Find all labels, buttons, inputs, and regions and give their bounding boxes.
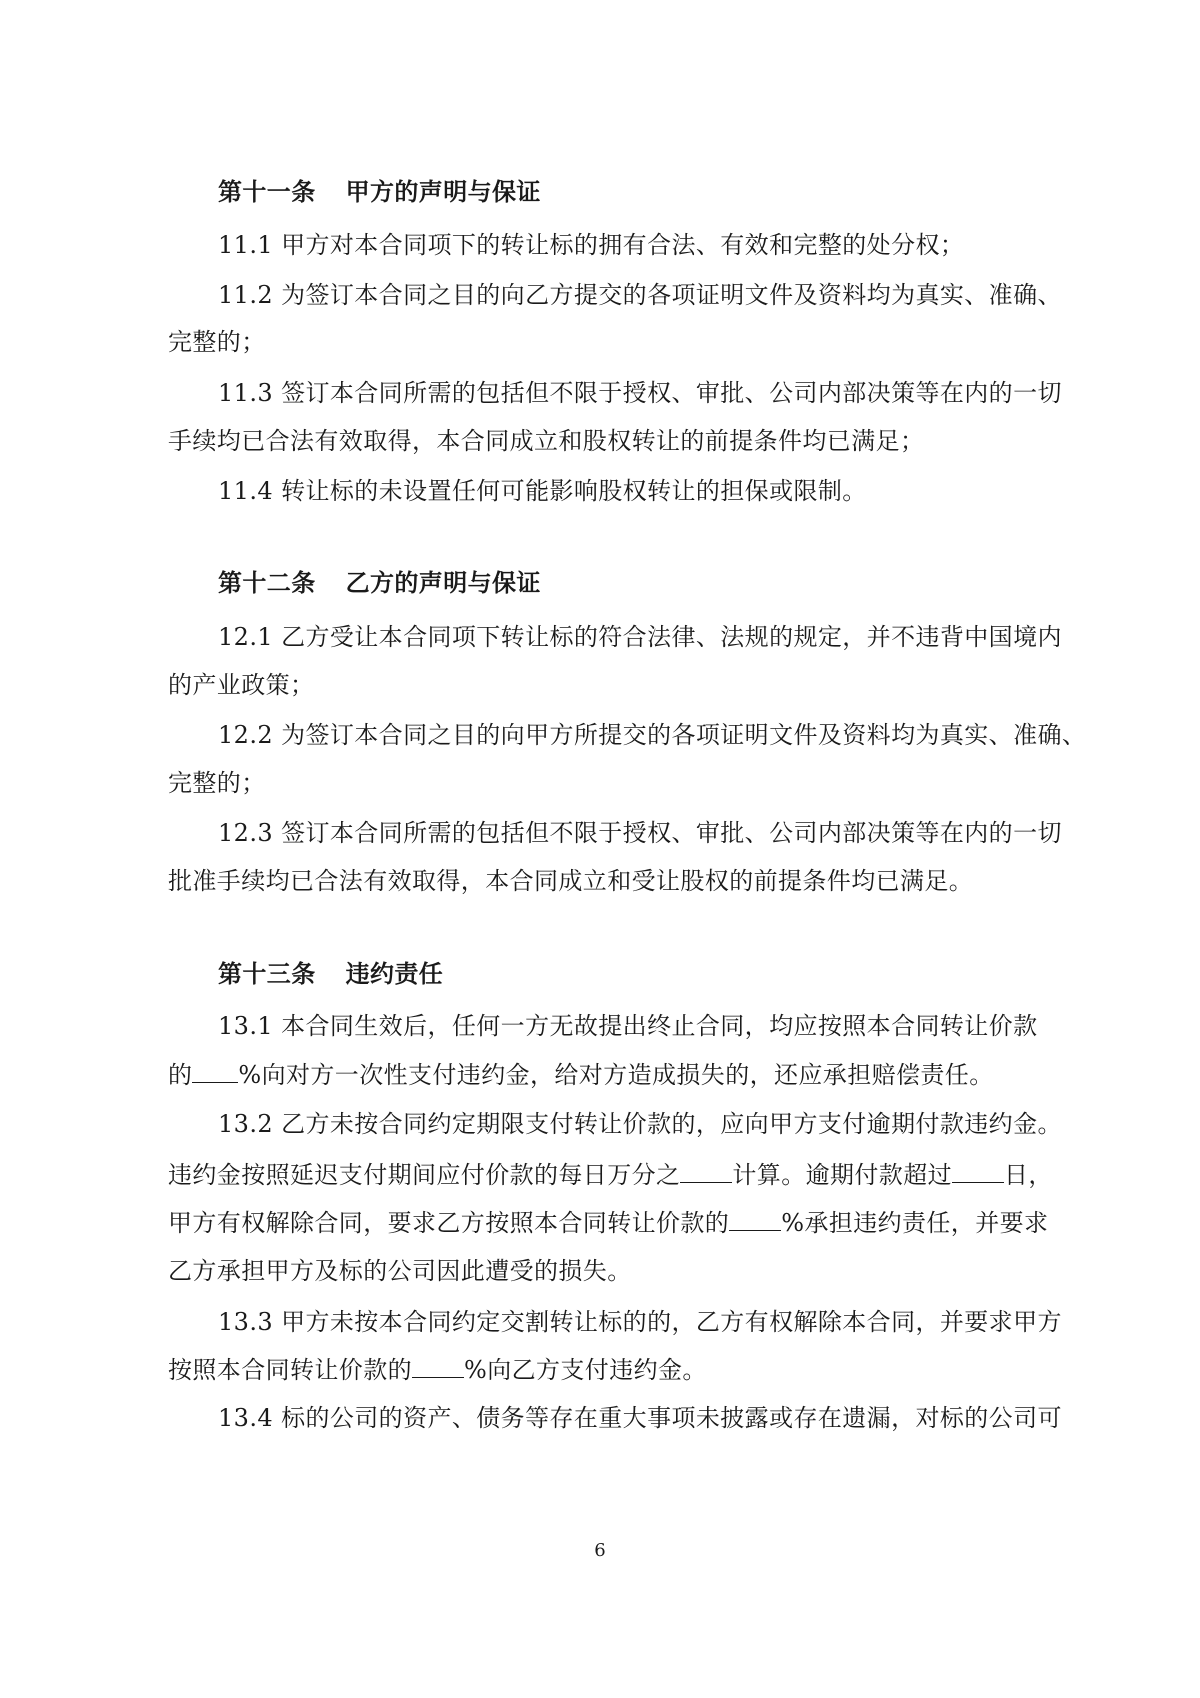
paragraph-line: 11.4 转让标的未设置任何可能影响股权转让的担保或限制。 xyxy=(218,477,867,505)
paragraph-line: 11.2 为签订本合同之目的向乙方提交的各项证明文件及资料均为真实、准确、 xyxy=(218,281,1062,309)
paragraph-line: 乙方承担甲方及标的公司因此遭受的损失。 xyxy=(168,1257,632,1285)
paragraph-line: 完整的； xyxy=(168,328,266,356)
fill-in-blank xyxy=(952,1158,1004,1183)
paragraph-line: 11.1 甲方对本合同项下的转让标的拥有合法、有效和完整的处分权； xyxy=(218,231,965,259)
paragraph-line: 12.2 为签订本合同之目的向甲方所提交的各项证明文件及资料均为真实、准确、 xyxy=(218,721,1087,749)
paragraph-line: 13.3 甲方未按本合同约定交割转让标的的，乙方有权解除本合同，并要求甲方 xyxy=(218,1308,1062,1336)
section-13-heading: 第十三条 违约责任 xyxy=(218,960,444,988)
paragraph-line: 11.3 签订本合同所需的包括但不限于授权、审批、公司内部决策等在内的一切 xyxy=(218,379,1062,407)
paragraph-line: 13.2 乙方未按合同约定期限支付转让价款的，应向甲方支付逾期付款违约金。 xyxy=(218,1110,1062,1138)
page-number: 6 xyxy=(594,1540,606,1561)
paragraph-line: 的产业政策； xyxy=(168,671,315,699)
section-11-heading: 第十一条 甲方的声明与保证 xyxy=(218,178,541,206)
fill-in-blank xyxy=(729,1206,781,1231)
paragraph-line: 违约金按照延迟支付期间应付价款的每日万分之 计算。逾期付款超过 日， xyxy=(168,1158,1053,1191)
fill-in-blank xyxy=(192,1058,238,1083)
paragraph-line: 12.1 乙方受让本合同项下转让标的符合法律、法规的规定，并不违背中国境内 xyxy=(218,623,1062,651)
paragraph-line: 手续均已合法有效取得，本合同成立和股权转让的前提条件均已满足； xyxy=(168,427,925,455)
paragraph-line: 完整的； xyxy=(168,769,266,797)
paragraph-line: 13.4 标的公司的资产、债务等存在重大事项未披露或存在遗漏，对标的公司可 xyxy=(218,1404,1062,1432)
paragraph-line: 13.1 本合同生效后，任何一方无故提出终止合同，均应按照本合同转让价款 xyxy=(218,1012,1038,1040)
fill-in-blank xyxy=(412,1353,464,1378)
paragraph-line: 12.3 签订本合同所需的包括但不限于授权、审批、公司内部决策等在内的一切 xyxy=(218,819,1062,847)
paragraph-line: 按照本合同转让价款的 %向乙方支付违约金。 xyxy=(168,1353,707,1386)
fill-in-blank xyxy=(680,1158,732,1183)
paragraph-line: 批准手续均已合法有效取得，本合同成立和受让股权的前提条件均已满足。 xyxy=(168,867,974,895)
section-12-heading: 第十二条 乙方的声明与保证 xyxy=(218,569,541,597)
paragraph-line: 的 %向对方一次性支付违约金，给对方造成损失的，还应承担赔偿责任。 xyxy=(168,1058,994,1091)
paragraph-line: 甲方有权解除合同，要求乙方按照本合同转让价款的 %承担违约责任，并要求 xyxy=(168,1206,1048,1239)
